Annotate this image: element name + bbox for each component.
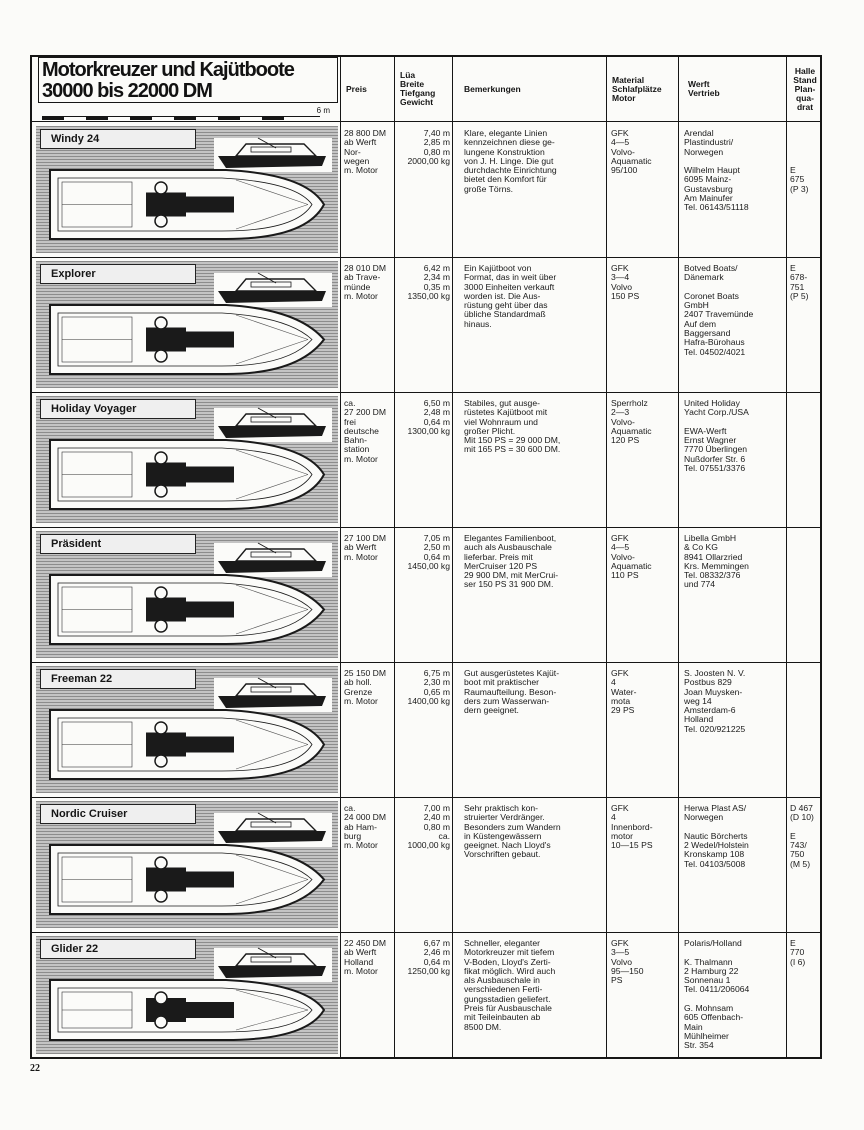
header-yard: [684, 57, 784, 121]
boat-name: Windy 24: [40, 129, 196, 149]
table-row: [32, 528, 820, 663]
boat-dims: 6,50 m 2,48 m 0,64 m 1300,00 kg: [407, 398, 450, 436]
boat-price: ca. 24 000 DM ab Ham- burg m. Motor: [344, 803, 387, 851]
boat-name: Explorer: [40, 264, 196, 284]
boat-dims: 7,00 m 2,40 m 0,80 m ca. 1000,00 kg: [407, 803, 450, 851]
table-row: [32, 258, 820, 393]
header-hall-line: drat: [796, 101, 814, 112]
boat-remarks: Schneller, eleganter Motorkreuzer mit tiefem V-Boden, Lloyd's Zerti- fikat möglich. Wird auch als Ausbauschale in verschiedenen Ferti- gungsstadien geliefert. Preis für Ausbauschale mit Teileinbauten ab 8500 DM.: [464, 938, 556, 1032]
boat-table: [30, 55, 822, 1059]
title-line-2: 30000 bis 22000 DM: [42, 80, 212, 102]
header-material-line: Material: [612, 74, 645, 85]
boat-price: 28 010 DM ab Trave- münde m. Motor: [344, 263, 387, 301]
boat-remarks: Elegantes Familienboot, auch als Ausbauschale lieferbar. Preis mit MerCruiser 120 PS 29 900 DM, mit MerCrui- ser 150 PS 31 900 DM.: [464, 533, 559, 590]
title-line-1: Motorkreuzer und Kajütboote: [42, 59, 294, 81]
boat-plan: [50, 305, 324, 374]
boat-name: Holiday Voyager: [40, 399, 196, 419]
boat-yard: United Holiday Yacht Corp./USA EWA-Werft Ernst Wagner 7770 Überlingen Nußdorfer Str. 6 Tel. 07551/3376: [684, 398, 749, 474]
boat-profile: [214, 273, 332, 307]
boat-material: GFK 4—5 Volvo- Aquamatic 95/100: [611, 128, 652, 176]
boat-profile: [214, 138, 332, 172]
boat-hall: E 770 (I 6): [790, 938, 806, 967]
boat-dims: 7,05 m 2,50 m 0,64 m 1450,00 kg: [407, 533, 450, 571]
header-yard-line: Vertrieb: [688, 88, 720, 98]
boat-image: [36, 801, 338, 928]
boat-image: [36, 261, 338, 388]
header-divider: [32, 121, 820, 122]
boat-profile: [214, 543, 332, 577]
header-remarks: Bemerkungen: [464, 83, 521, 94]
boat-profile: [214, 948, 332, 982]
boat-remarks: Stabiles, gut ausge- rüstetes Kajütboot mit viel Wohnraum und großer Plicht. Mit 150 PS = 29 000 DM, mit 165 PS = 30 600 DM.: [464, 398, 561, 455]
header-dims-draft: Tiefgang: [400, 88, 436, 98]
boat-image: [36, 396, 338, 523]
boat-name: Präsident: [40, 534, 196, 554]
boat-material: GFK 4—5 Volvo- Aquamatic 110 PS: [611, 533, 652, 581]
boat-profile: [214, 813, 332, 847]
boat-plan: [50, 170, 324, 239]
boat-plan: [50, 575, 324, 644]
boat-remarks: Sehr praktisch kon- struierter Verdränger. Besonders zum Wandern in Küstengewässern geeignet. Nach Lloyd's Vorschriften gebaut.: [464, 803, 561, 860]
table-row: [32, 663, 820, 798]
boat-yard: Botved Boats/ Dänemark Coronet Boats GmbH 2407 Travemünde Auf dem Baggersand Hafra-Bürohaus Tel. 04502/4021: [684, 263, 754, 357]
boat-image: [36, 936, 338, 1054]
boat-yard: Herwa Plast AS/ Norwegen Nautic Börcherts 2 Wedel/Holstein Kronskamp 108 Tel. 04103/5008: [684, 803, 749, 869]
boat-material: GFK 3—5 Volvo 95—150 PS: [611, 938, 644, 986]
header-hall-line: Plan-: [794, 83, 816, 94]
boat-name: Glider 22: [40, 939, 196, 959]
boat-material: GFK 4 Water- mota 29 PS: [611, 668, 637, 716]
table-row: [32, 933, 820, 1059]
header-material-line: Motor: [612, 92, 636, 103]
page-number: 22: [30, 1063, 40, 1074]
header-material: [608, 57, 678, 121]
boat-name: Freeman 22: [40, 669, 196, 689]
header-dims: [396, 57, 452, 121]
boat-remarks: Ein Kajütboot von Format, das in weit über 3000 Einheiten verkauft worden ist. Die Aus- rüstung geht über das übliche Standardmaß hinaus.: [464, 263, 557, 329]
header-hall: [788, 57, 822, 121]
boat-hall: E 675 (P 3): [790, 165, 809, 194]
header-hall-line: Stand: [793, 74, 817, 85]
boat-plan: [50, 845, 324, 914]
boat-material: Sperrholz 2—3 Volvo- Aquamatic 120 PS: [611, 398, 652, 446]
boat-hall: D 467 (D 10) E 743/ 750 (M 5): [790, 803, 814, 869]
boat-dims: 6,75 m 2,30 m 0,65 m 1400,00 kg: [407, 668, 450, 706]
boat-material: GFK 4 Innenbord- motor 10—15 PS: [611, 803, 653, 851]
boat-plan: [50, 710, 324, 779]
boat-price: 22 450 DM ab Werft Holland m. Motor: [344, 938, 387, 976]
boat-remarks: Gut ausgerüstetes Kajüt- boot mit praktischer Raumaufteilung. Beson- ders zum Wasserwan- dern geeignet.: [464, 668, 560, 716]
page-title: [42, 60, 336, 115]
boat-material: GFK 3—4 Volvo 150 PS: [611, 263, 640, 301]
boat-price: ca. 27 200 DM frei deutsche Bahn- station m. Motor: [344, 398, 387, 464]
boat-dims: 7,40 m 2,85 m 0,80 m 2000,00 kg: [407, 128, 450, 166]
boat-image: [36, 531, 338, 658]
header-hall-line: Halle: [794, 65, 816, 76]
header-material-line: Schlafplätze: [612, 83, 662, 94]
table-row: [32, 393, 820, 528]
header-dims-beam: Breite: [400, 79, 425, 89]
header-hall-line: qua-: [796, 92, 814, 103]
boat-plan: [50, 440, 324, 509]
boat-yard: S. Joosten N. V. Postbus 829 Joan Muysken- weg 14 Amsterdam-6 Holland Tel. 020/921225: [684, 668, 746, 734]
table-row: [32, 123, 820, 258]
boat-yard: Libella GmbH & Co KG 8941 Ollarzried Krs. Memmingen Tel. 08332/376 und 774: [684, 533, 749, 590]
title-frame: [38, 57, 338, 103]
boat-remarks: Klare, elegante Linien kennzeichnen diese ge- lungene Konstruktion von J. H. Linge. Die gut durchdachte Einrichtung bietet den Komfort für große Törns.: [464, 128, 557, 194]
boat-price: 28 800 DM ab Werft Nor- wegen m. Motor: [344, 128, 387, 176]
boat-dims: 6,42 m 2,34 m 0,35 m 1350,00 kg: [407, 263, 450, 301]
boat-profile: [214, 678, 332, 712]
scale-label: 6 m: [316, 106, 330, 115]
boat-price: 27 100 DM ab Werft m. Motor: [344, 533, 387, 562]
header-yard-line: Werft: [688, 79, 710, 89]
boat-profile: [214, 408, 332, 442]
boat-image: [36, 126, 338, 253]
boat-yard: Arendal Plastindustri/ Norwegen Wilhelm Haupt 6095 Mainz- Gustavsburg Am Mainufer Tel. 06143/51118: [684, 128, 749, 213]
boat-image: [36, 666, 338, 793]
boat-plan: [50, 980, 324, 1040]
boat-hall: E 678- 751 (P 5): [790, 263, 809, 301]
table-row: [32, 798, 820, 933]
boat-price: 25 150 DM ab holl. Grenze m. Motor: [344, 668, 387, 706]
boat-name: Nordic Cruiser: [40, 804, 196, 824]
header-dims-length: Lüa: [400, 70, 416, 80]
header-dims-weight: Gewicht: [400, 97, 434, 107]
header-price: Preis: [346, 83, 367, 94]
boat-dims: 6,67 m 2,46 m 0,64 m 1250,00 kg: [407, 938, 450, 976]
boat-yard: Polaris/Holland K. Thalmann 2 Hamburg 22 Sonnenau 1 Tel. 0411/206064 G. Mohnsam 605 Offenbach- Main Mühlheimer Str. 354: [684, 938, 750, 1051]
